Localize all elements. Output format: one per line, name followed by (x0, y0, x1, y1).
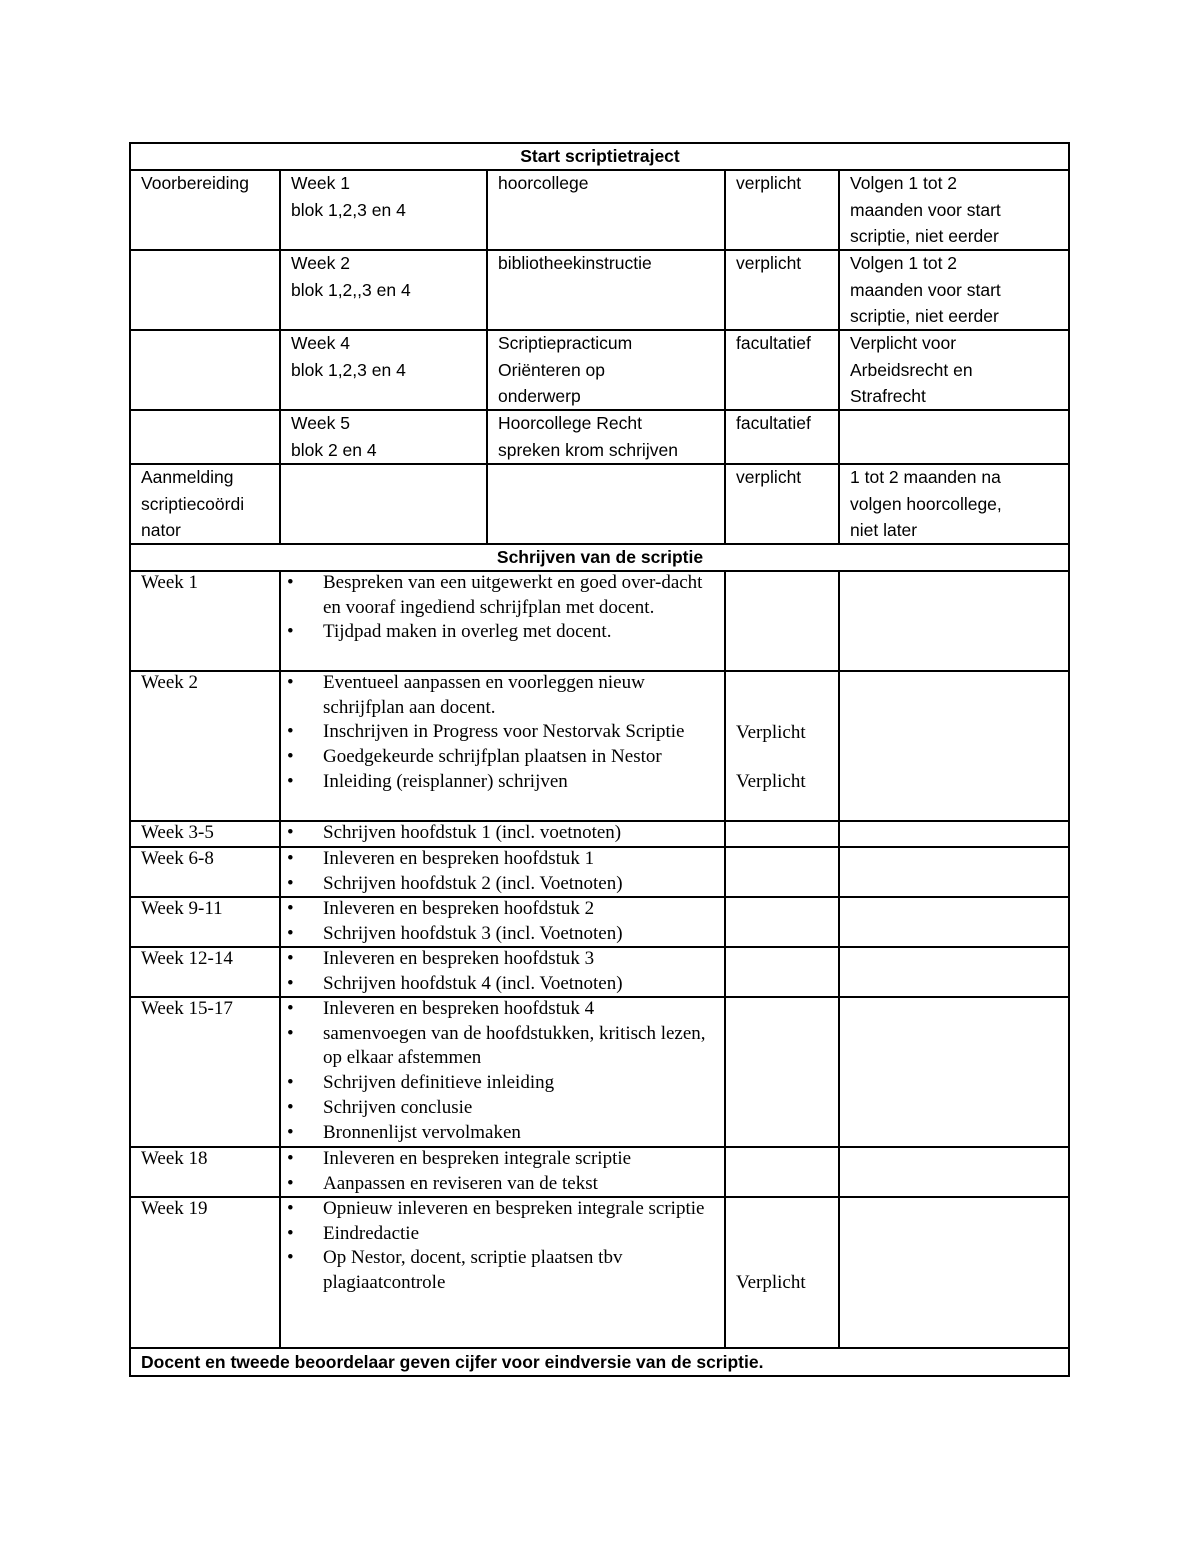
note-line: maanden voor start (850, 199, 1001, 220)
activity-line: onderwerp (498, 386, 581, 406)
note-line: Volgen 1 tot 2 (850, 173, 958, 193)
task-list-cell (281, 671, 719, 819)
note-cell (850, 847, 1066, 895)
note-cell (850, 1147, 1066, 1195)
task-list-cell (281, 897, 719, 945)
task-item: • Inschrijven in Progress voor Nestorvak Scriptie (281, 720, 719, 745)
status-line: facultatief (736, 413, 811, 433)
task-list-cell (281, 1147, 719, 1195)
note-line: scriptie, niet eerder (850, 306, 999, 326)
status-label: Verplicht (736, 771, 806, 792)
activity-cell (498, 330, 722, 408)
note-line: Volgen 1 tot 2 (850, 253, 958, 273)
task-item: • Inleveren en bespreken hoofdstuk 4 (281, 997, 719, 1022)
status-label: Verplicht (736, 722, 806, 743)
phase-cell (141, 170, 277, 248)
week-cell (291, 410, 484, 462)
week-cell (291, 250, 484, 328)
status-cell (736, 250, 836, 328)
status-cell (736, 821, 836, 845)
week-label: Week 6-8 (141, 848, 214, 869)
status-cell (736, 997, 836, 1145)
phase-line: Aanmelding (141, 467, 234, 487)
task-item: • Inleiding (reisplanner) schrijven (281, 770, 719, 795)
phase-line: Voorbereiding (141, 173, 249, 193)
week-cell (291, 330, 484, 408)
phase-cell (141, 250, 277, 328)
task-item: • Goedgekeurde schrijfplan plaatsen in Nestor (281, 745, 719, 770)
activity-line: spreken krom schrijven (498, 439, 678, 460)
week-cell (291, 170, 484, 248)
activity-line: Scriptiepracticum (498, 333, 633, 353)
note-cell (850, 330, 1066, 408)
status-cell (736, 464, 836, 542)
task-item: • Aanpassen en reviseren van de tekst (281, 1172, 719, 1195)
status-cell (736, 170, 836, 248)
table-border (486, 169, 488, 545)
note-cell (850, 170, 1066, 248)
week-label-cell (141, 847, 277, 895)
status-cell (736, 1197, 836, 1346)
phase-line: nator (141, 520, 181, 540)
phase-cell (141, 330, 277, 408)
status-line: verplicht (736, 253, 802, 273)
week-label: Week 3-5 (141, 822, 214, 843)
week-line: Week 5 (291, 413, 351, 433)
table-right-border (1068, 142, 1070, 1377)
activity-cell (498, 464, 722, 542)
note-line: volgen hoorcollege, (850, 493, 1002, 514)
task-list-cell (281, 821, 719, 845)
activity-line: hoorcollege (498, 173, 589, 193)
task-item: • Bespreken van een uitgewerkt en goed over-dacht en vooraf ingediend schrijfplan met docent. (281, 571, 719, 620)
status-cell (736, 847, 836, 895)
status-cell (736, 410, 836, 462)
note-cell (850, 947, 1066, 995)
week-line: blok 1,2,3 en 4 (291, 199, 406, 220)
week-line: blok 1,2,,3 en 4 (291, 279, 411, 300)
week-cell (291, 464, 484, 542)
task-list-cell (281, 571, 719, 669)
phase-cell (141, 410, 277, 462)
activity-cell (498, 250, 722, 328)
task-item: • Opnieuw inleveren en bespreken integrale scriptie (281, 1197, 719, 1222)
task-item: • Eventueel aanpassen en voorleggen nieuw schrijfplan aan docent. (281, 671, 719, 720)
task-item: • Schrijven hoofdstuk 3 (incl. Voetnoten) (281, 922, 719, 945)
week-label-cell (141, 571, 277, 669)
week-label-cell (141, 1147, 277, 1195)
table-border (279, 169, 281, 545)
task-item: • Schrijven hoofdstuk 2 (incl. Voetnoten) (281, 872, 719, 895)
status-cell (736, 1147, 836, 1195)
footer-note: Docent en tweede beoordelaar geven cijfer voor eindversie van de scriptie. (141, 1352, 764, 1372)
week-line: blok 1,2,3 en 4 (291, 359, 406, 380)
status-line: verplicht (736, 467, 802, 487)
task-item: • Bronnenlijst vervolmaken (281, 1121, 719, 1145)
table-border (724, 570, 726, 1349)
task-item: • Schrijven definitieve inleiding (281, 1071, 719, 1096)
week-label: Week 19 (141, 1198, 208, 1219)
note-cell (850, 250, 1066, 328)
note-cell (850, 1197, 1066, 1346)
status-cell (736, 897, 836, 945)
task-list-cell (281, 847, 719, 895)
status-label: Verplicht (736, 1272, 806, 1293)
status-cell (736, 571, 836, 669)
task-item: • Eindredactie (281, 1222, 719, 1247)
task-list-cell (281, 1197, 719, 1346)
task-item: • Schrijven conclusie (281, 1096, 719, 1121)
week-label: Week 9-11 (141, 898, 223, 919)
note-cell (850, 571, 1066, 669)
status-line: facultatief (736, 333, 811, 353)
status-cell (736, 671, 836, 819)
note-line: Arbeidsrecht en (850, 359, 973, 380)
task-item: • Op Nestor, docent, scriptie plaatsen tbv plagiaatcontrole (281, 1246, 719, 1295)
task-list-cell (281, 997, 719, 1145)
note-line: Verplicht voor (850, 333, 957, 353)
status-cell (736, 330, 836, 408)
status-cell (736, 947, 836, 995)
table-border (838, 570, 840, 1349)
section-title-start: Start scriptietraject (520, 146, 680, 166)
activity-line: Oriënteren op (498, 359, 606, 380)
section-title-writing: Schrijven van de scriptie (496, 547, 704, 567)
task-item: • Inleveren en bespreken hoofdstuk 2 (281, 897, 719, 922)
note-line: Strafrecht (850, 386, 926, 406)
note-line: 1 tot 2 maanden na (850, 467, 1001, 487)
table-left-border (129, 142, 131, 1377)
activity-line: bibliotheekinstructie (498, 253, 652, 273)
task-item: • Schrijven hoofdstuk 4 (incl. Voetnoten) (281, 972, 719, 995)
task-item: • samenvoegen van de hoofdstukken, kritisch lezen, op elkaar afstemmen (281, 1022, 719, 1071)
task-item: • Inleveren en bespreken integrale scriptie (281, 1147, 719, 1172)
task-item: • Schrijven hoofdstuk 1 (incl. voetnoten) (281, 821, 719, 845)
week-line: Week 2 (291, 253, 351, 273)
phase-cell (141, 464, 277, 542)
activity-cell (498, 410, 722, 462)
week-label: Week 15-17 (141, 998, 233, 1019)
table-border (838, 169, 840, 545)
week-line: Week 1 (291, 173, 351, 193)
week-label-cell (141, 947, 277, 995)
week-label-cell (141, 897, 277, 945)
week-label: Week 12-14 (141, 948, 233, 969)
activity-line: Hoorcollege Recht (498, 413, 642, 433)
note-cell (850, 821, 1066, 845)
table-border (724, 169, 726, 545)
week-line: Week 4 (291, 333, 351, 353)
note-line: niet later (850, 520, 918, 540)
week-label-cell (141, 671, 277, 819)
note-line: maanden voor start (850, 279, 1001, 300)
task-item: • Tijdpad maken in overleg met docent. (281, 620, 719, 645)
note-line: scriptie, niet eerder (850, 226, 999, 246)
note-cell (850, 671, 1066, 819)
task-item: • Inleveren en bespreken hoofdstuk 1 (281, 847, 719, 872)
week-label-cell (141, 997, 277, 1145)
note-cell (850, 464, 1066, 542)
note-cell (850, 410, 1066, 462)
phase-line: scriptiecoördi (141, 493, 245, 514)
week-label-cell (141, 1197, 277, 1346)
note-cell (850, 997, 1066, 1145)
week-line: blok 2 en 4 (291, 439, 377, 460)
note-cell (850, 897, 1066, 945)
week-label-cell (141, 821, 277, 845)
week-label: Week 1 (141, 572, 199, 593)
week-label: Week 2 (141, 672, 199, 693)
activity-cell (498, 170, 722, 248)
status-line: verplicht (736, 173, 802, 193)
week-label: Week 18 (141, 1148, 208, 1169)
task-item: • Inleveren en bespreken hoofdstuk 3 (281, 947, 719, 972)
task-list-cell (281, 947, 719, 995)
